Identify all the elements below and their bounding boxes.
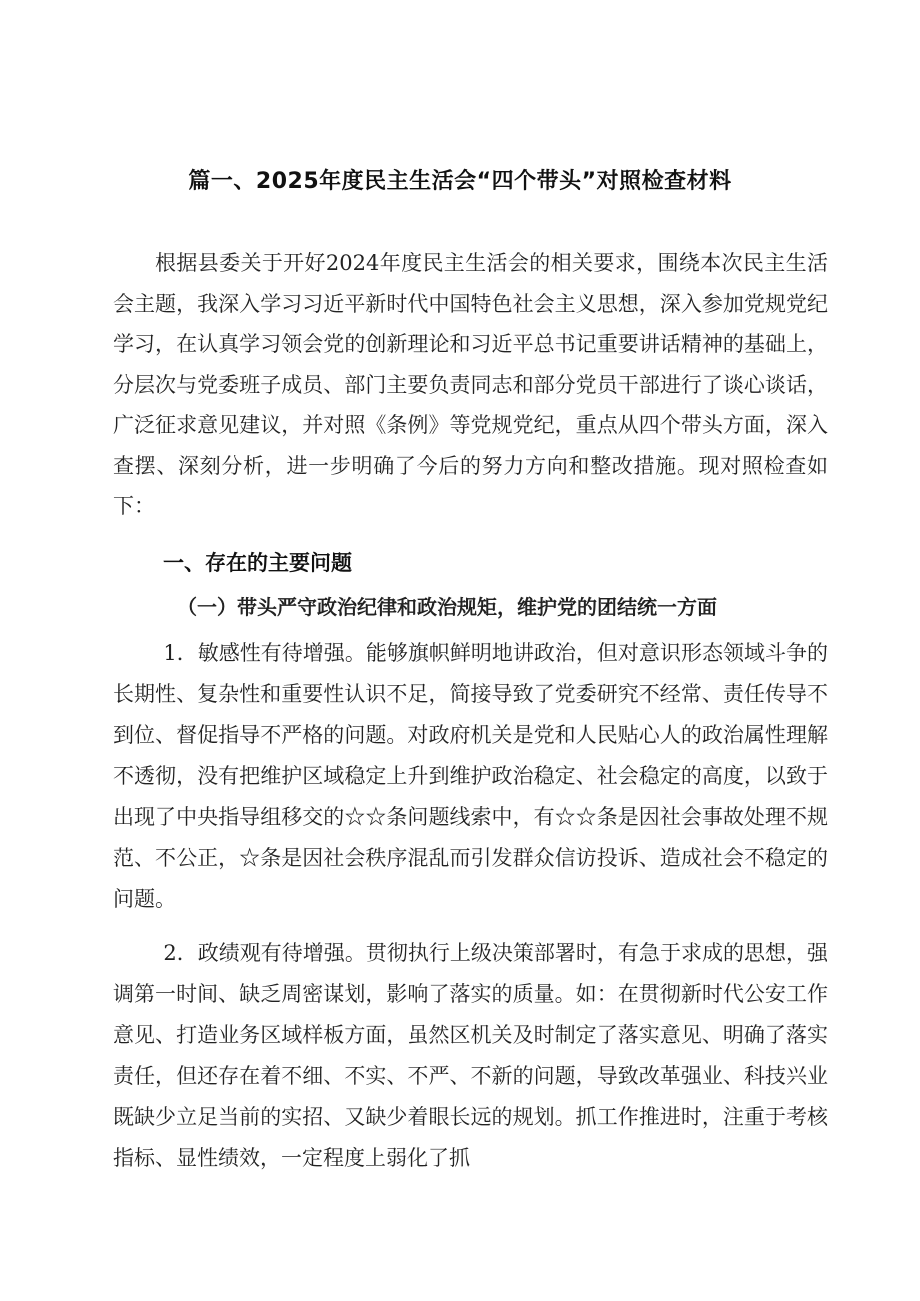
subsection-heading-political-discipline: （一）带头严守政治纪律和政治规矩，维护党的团结统一方面	[177, 595, 717, 619]
paragraph-point-1: 1．敏感性有待增强。能够旗帜鲜明地讲政治，但对意识形态领域斗争的长期性、复杂性和重要性认识不足，简接导致了党委研究不经常、责任传导不到位、督促指导不严格的问题。对政府机关是党和人民贴心人的政治属性理解不透彻，没有把维护区域稳定上升到维护政治稳定、社会稳定的高度，以致于出现了中央指导组移交的☆☆条问题线索中，有☆☆条是因社会事故处理不规范、不公正，☆条是因社会秩序混乱而引发群众信访投诉、造成社会不稳定的问题。	[113, 641, 828, 911]
intro-paragraph: 根据县委关于开好2024年度民主生活会的相关要求，围绕本次民主生活会主题，我深入学习习近平新时代中国特色社会主义思想，深入参加党规党纪学习，在认真学习领会党的创新理论和习近平总书记重要讲话精神的基础上，分层次与党委班子成员、部门主要负责同志和部分党员干部进行了谈心谈话，广泛征求意见建议，并对照《条例》等党规党纪，重点从四个带头方面，深入查摆、深刻分析，进一步明确了今后的努力方向和整改措施。现对照检查如下：	[113, 251, 828, 518]
document-title: 篇一、2025年度民主生活会“四个带头”对照检查材料	[188, 168, 732, 194]
paragraph-point-2: 2．政绩观有待增强。贯彻执行上级决策部署时，有急于求成的思想，强调第一时间、缺乏周密谋划，影响了落实的质量。如：在贯彻新时代公安工作意见、打造业务区域样板方面，虽然区机关及时制定了落实意见、明确了落实责任，但还存在着不细、不实、不严、不新的问题，导致改革强业、科技兴业既缺少立足当前的实招、又缺少着眼长远的规划。抓工作推进时，注重于考核指标、显性绩效，一定程度上弱化了抓	[113, 941, 828, 1170]
section-heading-main-problems: 一、存在的主要问题	[163, 551, 352, 575]
